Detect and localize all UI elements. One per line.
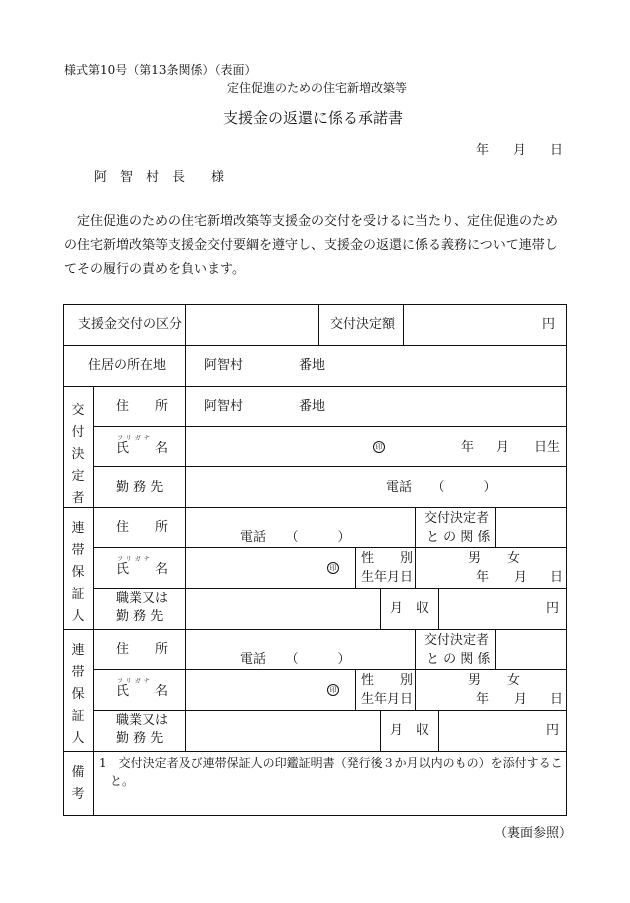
guarantor1-birth-year: 年 [476, 570, 490, 585]
guarantor1-work-label-2: 勤 務 先 [116, 609, 164, 624]
guarantor2-relation-label-2: と の 関 係 [426, 652, 491, 667]
recipient-furigana: フリガナ [117, 435, 153, 442]
guarantor2-sex-value: 男 女 [468, 673, 521, 688]
guarantor2-phone: 電話 （ ） [240, 652, 351, 667]
guarantor1-address-label: 住 所 [116, 520, 169, 535]
remarks-label: 備考 [71, 765, 85, 802]
recipient-birth-month: 月 [496, 440, 510, 455]
page-title: 支援金の返還に係る承諾書 [223, 109, 404, 127]
remarks-text-line1: 1 交付決定者及び連帯保証人の印鑑証明書（発行後３か月以内のもの）を添付するこ [99, 756, 563, 770]
guarantor1-sex-value: 男 女 [468, 551, 521, 566]
guarantor1-birth-label: 生年月日 [361, 570, 414, 585]
recipient-address-label: 住 所 [116, 399, 169, 414]
guarantor1-relation-label-1: 交付決定者 [424, 511, 490, 526]
remarks-text-line2: と。 [110, 774, 135, 788]
guarantor2-birth-month: 月 [514, 692, 528, 707]
guarantor1-name-label: 氏 名 [116, 562, 169, 577]
recipient-banchi: 番地 [299, 399, 326, 414]
guarantor1-phone: 電話 （ ） [240, 530, 351, 545]
guarantor1-yen-unit: 円 [546, 601, 560, 616]
recipient-village: 阿智村 [204, 399, 244, 414]
guarantor1-furigana: フリガナ [117, 556, 153, 563]
recipient-birth-year: 年 [461, 440, 475, 455]
date-year: 年 [476, 143, 490, 158]
recipient-group-label: 交付決定者 [71, 403, 85, 506]
guarantor2-relation-label-1: 交付決定者 [424, 633, 490, 648]
residence-village: 阿智村 [204, 358, 244, 373]
recipient-seal-mark: 印 [373, 441, 385, 453]
yen-unit: 円 [542, 317, 556, 332]
guarantor2-yen-unit: 円 [546, 723, 560, 738]
form-number: 様式第10号（第13条関係）（表面） [64, 63, 257, 77]
grant-category-label: 支援金交付の区分 [78, 317, 183, 332]
guarantor1-sex-label: 性 別 [361, 551, 414, 566]
guarantor2-birth-day: 日 [550, 692, 564, 707]
recipient-work-label: 勤 務 先 [116, 480, 164, 495]
date-day: 日 [550, 143, 564, 158]
guarantor1-birth-day: 日 [550, 570, 564, 585]
form-subtitle: 定住促進のための住宅新増改築等 [227, 81, 408, 95]
date-month: 月 [513, 143, 527, 158]
recipient-phone: 電話 （ ） [386, 480, 497, 495]
guarantor2-address-label: 住 所 [116, 642, 169, 657]
guarantor1-seal-mark: 印 [327, 562, 339, 574]
guarantor1-work-label-1: 職業又は [116, 591, 169, 606]
guarantor1-birth-month: 月 [514, 570, 528, 585]
guarantor1-income-label: 月 収 [390, 601, 430, 616]
guarantor2-birth-year: 年 [476, 692, 490, 707]
guarantor2-work-label-1: 職業又は [116, 713, 169, 728]
guarantor1-group-label: 連帯保証人 [71, 521, 85, 624]
body-paragraph: 定住促進のための住宅新増改築等支援金の交付を受けるに当たり、定住促進のための住宅新増改築等支援金交付要綱を遵守し、支援金の返還に係る義務について連帯してその履行の責めを負います。 [64, 214, 559, 277]
guarantor2-seal-mark: 印 [327, 684, 339, 696]
guarantor2-birth-label: 生年月日 [361, 692, 414, 707]
guarantor2-group-label: 連帯保証人 [71, 643, 85, 746]
guarantor1-relation-label-2: と の 関 係 [426, 530, 491, 545]
guarantor2-name-label: 氏 名 [116, 684, 169, 699]
recipient-name-label: 氏 名 [116, 441, 169, 456]
guarantor2-furigana: フリガナ [117, 678, 153, 685]
footer-note: （裏面参照） [494, 826, 573, 841]
guarantor2-work-label-2: 勤 務 先 [116, 731, 164, 746]
residence-label: 住居の所在地 [88, 358, 167, 373]
residence-banchi: 番地 [299, 358, 326, 373]
recipient-birth-day: 日生 [534, 440, 561, 455]
addressee: 阿 智 村 長 様 [94, 170, 225, 185]
guarantor2-sex-label: 性 別 [361, 673, 414, 688]
decision-amount-label: 交付決定額 [330, 317, 396, 332]
guarantor2-income-label: 月 収 [390, 723, 430, 738]
